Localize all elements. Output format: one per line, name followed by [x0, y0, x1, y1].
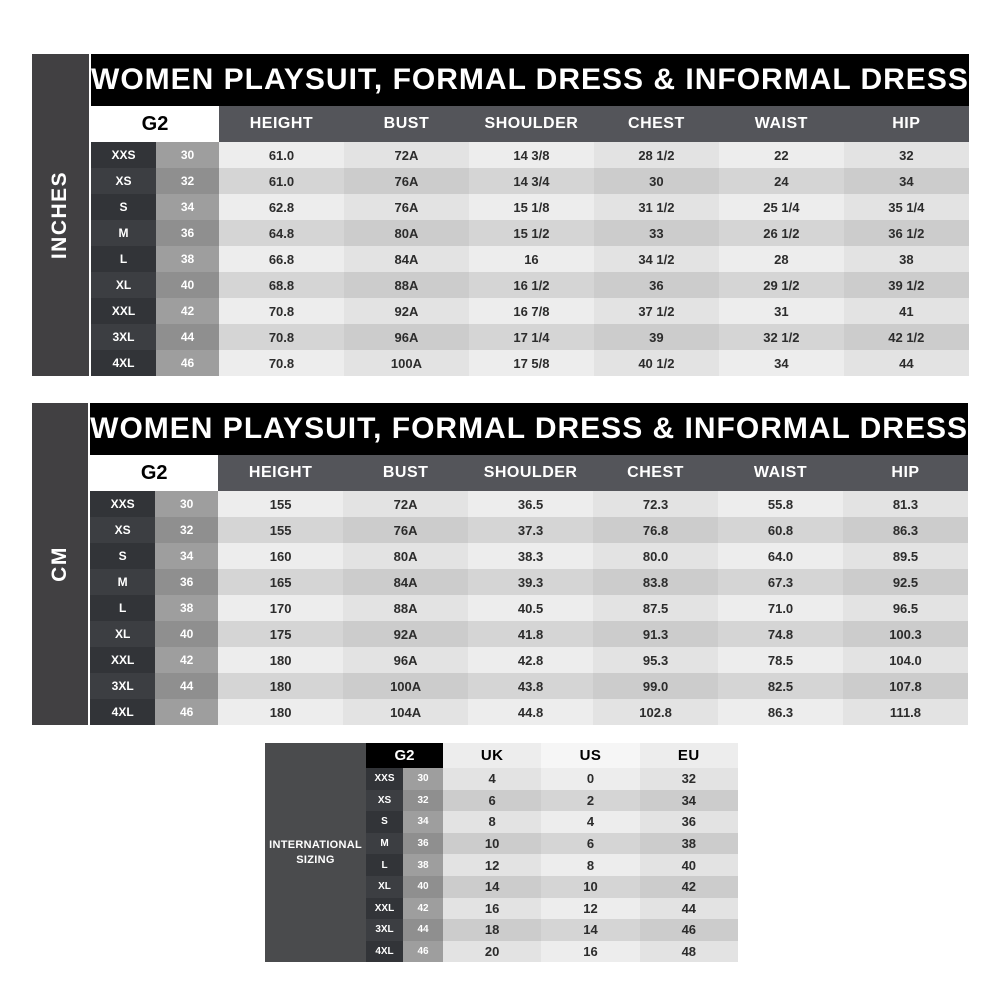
value-cell: 111.8 [843, 699, 968, 725]
unit-label-cm [32, 403, 88, 725]
value-cell: 86.3 [718, 699, 843, 725]
g2-number-cell: 40 [155, 621, 218, 647]
value-cell: 32 1/2 [719, 324, 844, 350]
column-header-eu: EU [640, 743, 738, 768]
size-label-cell: 4XL [90, 699, 155, 725]
g2-number-cell: 38 [156, 246, 219, 272]
value-cell: 92A [343, 621, 468, 647]
value-cell: 39 [594, 324, 719, 350]
value-cell: 40 1/2 [594, 350, 719, 376]
table-row [90, 569, 968, 595]
value-cell: 48 [640, 941, 738, 963]
table-row [366, 854, 738, 876]
value-cell: 66.8 [219, 246, 344, 272]
g2-number-cell: 30 [156, 142, 219, 168]
column-header-shoulder: SHOULDER [469, 106, 594, 142]
column-header-uk: UK [443, 743, 541, 768]
size-label-cell: L [91, 246, 156, 272]
column-header-bust: BUST [344, 106, 469, 142]
table-title: WOMEN PLAYSUIT, FORMAL DRESS & INFORMAL DRESS [91, 54, 969, 106]
size-label-cell: S [90, 543, 155, 569]
table-row [366, 898, 738, 920]
unit-label-text: CM [48, 546, 72, 582]
value-cell: 39.3 [468, 569, 593, 595]
value-cell: 42.8 [468, 647, 593, 673]
table-row [91, 168, 969, 194]
value-cell: 175 [218, 621, 343, 647]
value-cell: 102.8 [593, 699, 718, 725]
value-cell: 72A [344, 142, 469, 168]
value-cell: 99.0 [593, 673, 718, 699]
value-cell: 38 [640, 833, 738, 855]
value-cell: 72A [343, 491, 468, 517]
table-title: WOMEN PLAYSUIT, FORMAL DRESS & INFORMAL DRESS [90, 403, 968, 455]
value-cell: 12 [443, 854, 541, 876]
value-cell: 82.5 [718, 673, 843, 699]
table-row [366, 941, 738, 963]
value-cell: 31 [719, 298, 844, 324]
column-header-chest: CHEST [594, 106, 719, 142]
g2-number-cell: 36 [155, 569, 218, 595]
size-label-cell: 3XL [91, 324, 156, 350]
value-cell: 43.8 [468, 673, 593, 699]
value-cell: 34 [719, 350, 844, 376]
value-cell: 40 [640, 854, 738, 876]
size-label-cell: L [366, 854, 403, 876]
size-label-cell: XXS [366, 768, 403, 790]
value-cell: 36 [640, 811, 738, 833]
value-cell: 96A [344, 324, 469, 350]
value-cell: 70.8 [219, 350, 344, 376]
column-header-height: HEIGHT [218, 455, 343, 491]
g2-number-cell: 46 [403, 941, 443, 963]
g2-number-cell: 44 [156, 324, 219, 350]
value-cell: 14 [541, 919, 639, 941]
value-cell: 16 [469, 246, 594, 272]
value-cell: 31 1/2 [594, 194, 719, 220]
table-row [366, 811, 738, 833]
g2-header-cell: G2 [366, 743, 443, 768]
value-cell: 180 [218, 673, 343, 699]
value-cell: 170 [218, 595, 343, 621]
value-cell: 55.8 [718, 491, 843, 517]
value-cell: 39 1/2 [844, 272, 969, 298]
value-cell: 14 3/8 [469, 142, 594, 168]
size-label-cell: 4XL [91, 350, 156, 376]
value-cell: 78.5 [718, 647, 843, 673]
value-cell: 80A [344, 220, 469, 246]
value-cell: 32 [844, 142, 969, 168]
value-cell: 18 [443, 919, 541, 941]
table-rows [91, 142, 969, 376]
unit-label-text: INCHES [48, 170, 72, 260]
column-headers [218, 455, 968, 491]
table-row [91, 350, 969, 376]
cm-table-body [90, 403, 968, 725]
value-cell: 25 1/4 [719, 194, 844, 220]
value-cell: 100.3 [843, 621, 968, 647]
table-row [91, 298, 969, 324]
g2-number-cell: 32 [403, 790, 443, 812]
g2-number-cell: 46 [156, 350, 219, 376]
value-cell: 33 [594, 220, 719, 246]
column-headers [443, 743, 738, 768]
value-cell: 96A [343, 647, 468, 673]
value-cell: 165 [218, 569, 343, 595]
size-label-cell: S [366, 811, 403, 833]
g2-number-cell: 38 [403, 854, 443, 876]
column-header-waist: WAIST [719, 106, 844, 142]
size-label-cell: XL [91, 272, 156, 298]
size-label-cell: XL [366, 876, 403, 898]
value-cell: 180 [218, 699, 343, 725]
table-rows [90, 491, 968, 725]
value-cell: 4 [541, 811, 639, 833]
table-header-row [90, 455, 968, 491]
value-cell: 80.0 [593, 543, 718, 569]
g2-number-cell: 42 [156, 298, 219, 324]
value-cell: 17 5/8 [469, 350, 594, 376]
value-cell: 6 [541, 833, 639, 855]
international-sizing-label: INTERNATIONAL SIZING [265, 743, 366, 962]
table-row [90, 517, 968, 543]
table-row [90, 595, 968, 621]
table-row [91, 142, 969, 168]
size-label-cell: M [90, 569, 155, 595]
size-label-cell: 4XL [366, 941, 403, 963]
value-cell: 107.8 [843, 673, 968, 699]
inches-size-table [32, 54, 968, 376]
g2-number-cell: 34 [156, 194, 219, 220]
column-header-chest: CHEST [593, 455, 718, 491]
column-header-hip: HIP [843, 455, 968, 491]
value-cell: 15 1/2 [469, 220, 594, 246]
column-header-waist: WAIST [718, 455, 843, 491]
size-label-cell: XS [366, 790, 403, 812]
value-cell: 100A [343, 673, 468, 699]
value-cell: 84A [343, 569, 468, 595]
table-header-row [366, 743, 738, 768]
table-row [90, 543, 968, 569]
value-cell: 37.3 [468, 517, 593, 543]
value-cell: 8 [541, 854, 639, 876]
value-cell: 26 1/2 [719, 220, 844, 246]
g2-number-cell: 30 [403, 768, 443, 790]
size-label-cell: 3XL [90, 673, 155, 699]
value-cell: 64.8 [219, 220, 344, 246]
value-cell: 42 [640, 876, 738, 898]
value-cell: 86.3 [843, 517, 968, 543]
g2-number-cell: 34 [155, 543, 218, 569]
value-cell: 44 [640, 898, 738, 920]
g2-number-cell: 40 [156, 272, 219, 298]
value-cell: 61.0 [219, 168, 344, 194]
size-label-cell: XS [90, 517, 155, 543]
table-row [90, 647, 968, 673]
size-label-cell: M [91, 220, 156, 246]
value-cell: 30 [594, 168, 719, 194]
value-cell: 10 [443, 833, 541, 855]
size-label-cell: 3XL [366, 919, 403, 941]
international-sizing-table [265, 743, 738, 962]
g2-number-cell: 36 [403, 833, 443, 855]
g2-number-cell: 44 [155, 673, 218, 699]
value-cell: 15 1/8 [469, 194, 594, 220]
value-cell: 76A [343, 517, 468, 543]
size-label-cell: M [366, 833, 403, 855]
value-cell: 41.8 [468, 621, 593, 647]
value-cell: 155 [218, 517, 343, 543]
value-cell: 70.8 [219, 298, 344, 324]
value-cell: 96.5 [843, 595, 968, 621]
column-header-bust: BUST [343, 455, 468, 491]
table-row [90, 491, 968, 517]
value-cell: 44.8 [468, 699, 593, 725]
value-cell: 83.8 [593, 569, 718, 595]
table-row [366, 833, 738, 855]
value-cell: 24 [719, 168, 844, 194]
g2-header-cell: G2 [90, 455, 218, 491]
size-label-cell: XS [91, 168, 156, 194]
value-cell: 29 1/2 [719, 272, 844, 298]
value-cell: 80A [343, 543, 468, 569]
value-cell: 60.8 [718, 517, 843, 543]
value-cell: 100A [344, 350, 469, 376]
value-cell: 68.8 [219, 272, 344, 298]
value-cell: 36 [594, 272, 719, 298]
value-cell: 16 1/2 [469, 272, 594, 298]
value-cell: 87.5 [593, 595, 718, 621]
size-label-cell: XXS [91, 142, 156, 168]
size-label-cell: XXL [91, 298, 156, 324]
value-cell: 67.3 [718, 569, 843, 595]
table-row [91, 220, 969, 246]
value-cell: 71.0 [718, 595, 843, 621]
international-table-body [366, 743, 738, 962]
value-cell: 76.8 [593, 517, 718, 543]
value-cell: 37 1/2 [594, 298, 719, 324]
table-row [91, 272, 969, 298]
inches-table-body [91, 54, 969, 376]
size-label-cell: XXS [90, 491, 155, 517]
value-cell: 180 [218, 647, 343, 673]
value-cell: 64.0 [718, 543, 843, 569]
value-cell: 17 1/4 [469, 324, 594, 350]
value-cell: 34 1/2 [594, 246, 719, 272]
value-cell: 16 [443, 898, 541, 920]
value-cell: 42 1/2 [844, 324, 969, 350]
value-cell: 40.5 [468, 595, 593, 621]
value-cell: 8 [443, 811, 541, 833]
value-cell: 34 [844, 168, 969, 194]
table-row [366, 790, 738, 812]
g2-number-cell: 34 [403, 811, 443, 833]
g2-number-cell: 32 [156, 168, 219, 194]
value-cell: 2 [541, 790, 639, 812]
value-cell: 14 [443, 876, 541, 898]
column-header-shoulder: SHOULDER [468, 455, 593, 491]
table-row [91, 324, 969, 350]
value-cell: 62.8 [219, 194, 344, 220]
value-cell: 46 [640, 919, 738, 941]
value-cell: 14 3/4 [469, 168, 594, 194]
value-cell: 89.5 [843, 543, 968, 569]
value-cell: 84A [344, 246, 469, 272]
table-rows [366, 768, 738, 962]
value-cell: 32 [640, 768, 738, 790]
size-label-cell: L [90, 595, 155, 621]
g2-number-cell: 30 [155, 491, 218, 517]
cm-size-table [32, 403, 968, 725]
g2-number-cell: 44 [403, 919, 443, 941]
table-row [366, 919, 738, 941]
value-cell: 16 7/8 [469, 298, 594, 324]
value-cell: 92.5 [843, 569, 968, 595]
value-cell: 44 [844, 350, 969, 376]
g2-number-cell: 38 [155, 595, 218, 621]
value-cell: 36.5 [468, 491, 593, 517]
value-cell: 76A [344, 168, 469, 194]
value-cell: 38 [844, 246, 969, 272]
g2-number-cell: 46 [155, 699, 218, 725]
value-cell: 104.0 [843, 647, 968, 673]
value-cell: 28 1/2 [594, 142, 719, 168]
value-cell: 76A [344, 194, 469, 220]
g2-number-cell: 40 [403, 876, 443, 898]
table-row [90, 673, 968, 699]
value-cell: 74.8 [718, 621, 843, 647]
value-cell: 22 [719, 142, 844, 168]
value-cell: 61.0 [219, 142, 344, 168]
value-cell: 10 [541, 876, 639, 898]
table-row [366, 768, 738, 790]
value-cell: 88A [343, 595, 468, 621]
value-cell: 16 [541, 941, 639, 963]
value-cell: 81.3 [843, 491, 968, 517]
value-cell: 41 [844, 298, 969, 324]
value-cell: 4 [443, 768, 541, 790]
g2-number-cell: 42 [155, 647, 218, 673]
column-header-height: HEIGHT [219, 106, 344, 142]
value-cell: 160 [218, 543, 343, 569]
size-label-cell: XL [90, 621, 155, 647]
table-row [90, 621, 968, 647]
g2-header-cell: G2 [91, 106, 219, 142]
column-header-us: US [541, 743, 639, 768]
g2-number-cell: 36 [156, 220, 219, 246]
value-cell: 70.8 [219, 324, 344, 350]
column-header-hip: HIP [844, 106, 969, 142]
value-cell: 6 [443, 790, 541, 812]
size-label-cell: S [91, 194, 156, 220]
value-cell: 104A [343, 699, 468, 725]
column-headers [219, 106, 969, 142]
value-cell: 95.3 [593, 647, 718, 673]
value-cell: 91.3 [593, 621, 718, 647]
value-cell: 155 [218, 491, 343, 517]
table-row [91, 194, 969, 220]
value-cell: 12 [541, 898, 639, 920]
value-cell: 88A [344, 272, 469, 298]
value-cell: 72.3 [593, 491, 718, 517]
size-label-cell: XXL [90, 647, 155, 673]
value-cell: 38.3 [468, 543, 593, 569]
size-label-cell: XXL [366, 898, 403, 920]
value-cell: 35 1/4 [844, 194, 969, 220]
value-cell: 36 1/2 [844, 220, 969, 246]
value-cell: 34 [640, 790, 738, 812]
value-cell: 28 [719, 246, 844, 272]
table-row [90, 699, 968, 725]
table-header-row [91, 106, 969, 142]
value-cell: 20 [443, 941, 541, 963]
g2-number-cell: 32 [155, 517, 218, 543]
table-row [91, 246, 969, 272]
unit-label-inches [32, 54, 89, 376]
g2-number-cell: 42 [403, 898, 443, 920]
table-row [366, 876, 738, 898]
value-cell: 92A [344, 298, 469, 324]
value-cell: 0 [541, 768, 639, 790]
